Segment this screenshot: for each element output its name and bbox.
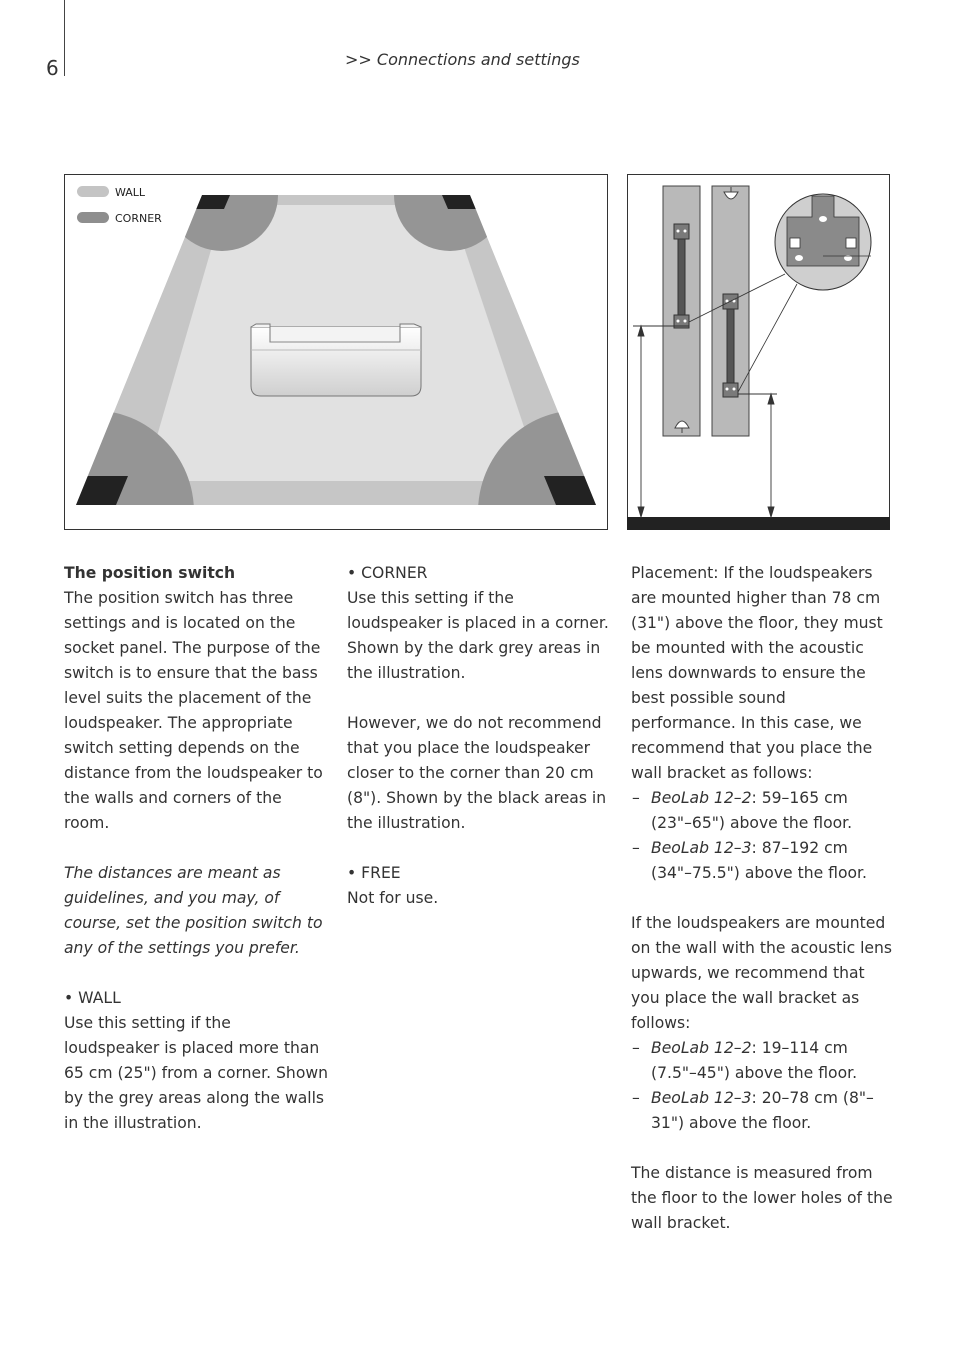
corner-setting-title: • CORNER [347,564,428,582]
margin-rule [64,0,65,76]
column-position-switch [64,561,330,1136]
wall-bracket-illustration [627,174,890,530]
measurement-note: The distance is measured from the floor to the lower holes of the wall bracket. [631,1164,893,1232]
legend-corner-swatch [77,212,109,223]
model-name: BeoLab 12–2 [651,789,752,807]
loudspeaker-drawing [251,324,421,396]
placement-paragraph [631,561,893,786]
room-placement-illustration [64,174,608,530]
range-text: : 87–192 cm (34"–75.5") above the floor. [651,839,867,882]
free-setting-text: Not for use. [347,889,439,907]
column-placement [631,561,893,1236]
intro-paragraph: The position switch has three settings and is located on the socket panel. The purpose of the switch is to ensure that the bass level suits the placement of the loudspeaker. The appropriate switch setting depends on the distance from the loudspeaker to the walls and corners of the room. [64,589,323,832]
model-name: BeoLab 12–3 [651,1089,752,1107]
wall-setting-text: Use this setting if the loudspeaker is placed more than 65 cm (25") from a corner. Shown by the grey areas along the walls in the illustration. [64,1014,328,1132]
corner-setting-text: Use this setting if the loudspeaker is placed in a corner. Shown by the dark grey areas in the illustration. [347,589,609,682]
legend-wall-label: WALL [115,186,146,199]
page-number: 6 [46,56,59,80]
guidelines-note: The distances are meant as guidelines, and you may, of course, set the position switch to any of the settings you prefer. [64,864,323,957]
list-dash: – [632,1039,640,1057]
section-heading: The position switch [64,564,236,582]
corner-warning-text: However, we do not recommend that you place the loudspeaker closer to the corner than 20 cm (8"). Shown by the black areas in the illustration. [347,714,607,832]
free-setting-title: • FREE [347,864,401,882]
running-header: >> Connections and settings [345,50,580,69]
range-text: : 20–78 cm (8"–31") above the floor. [651,1089,874,1132]
upwards-paragraph: If the loudspeakers are mounted on the wall with the acoustic lens upwards, we recommend that you place the wall bracket as follows: [631,914,893,1032]
list-dash: – [632,789,640,807]
list-item [631,1036,893,1086]
list-item [631,786,893,836]
legend-corner-label: CORNER [115,212,162,225]
model-name: BeoLab 12–3 [651,839,752,857]
column-corner-free [347,561,612,911]
wall-setting-title: • WALL [64,989,121,1007]
placement-text: If the loudspeakers are mounted higher than 78 cm (31") above the floor, they must be mounted with the acoustic lens downwards to ensure the best possible sound performance. In this case, we recommend that you place the wall bracket as follows: [631,564,883,782]
speaker-lens-down [663,186,700,436]
floor-bar [627,517,890,530]
placement-label: Placement: [631,564,719,582]
list-dash: – [632,839,640,857]
range-text: : 59–165 cm (23"–65") above the floor. [651,789,853,832]
speaker-lens-up [712,186,749,436]
list-dash: – [632,1089,640,1107]
list-item [631,836,893,886]
list-item [631,1086,893,1136]
legend-wall-swatch [77,186,109,197]
range-text: : 19–114 cm (7.5"–45") above the floor. [651,1039,858,1082]
model-name: BeoLab 12–2 [651,1039,752,1057]
